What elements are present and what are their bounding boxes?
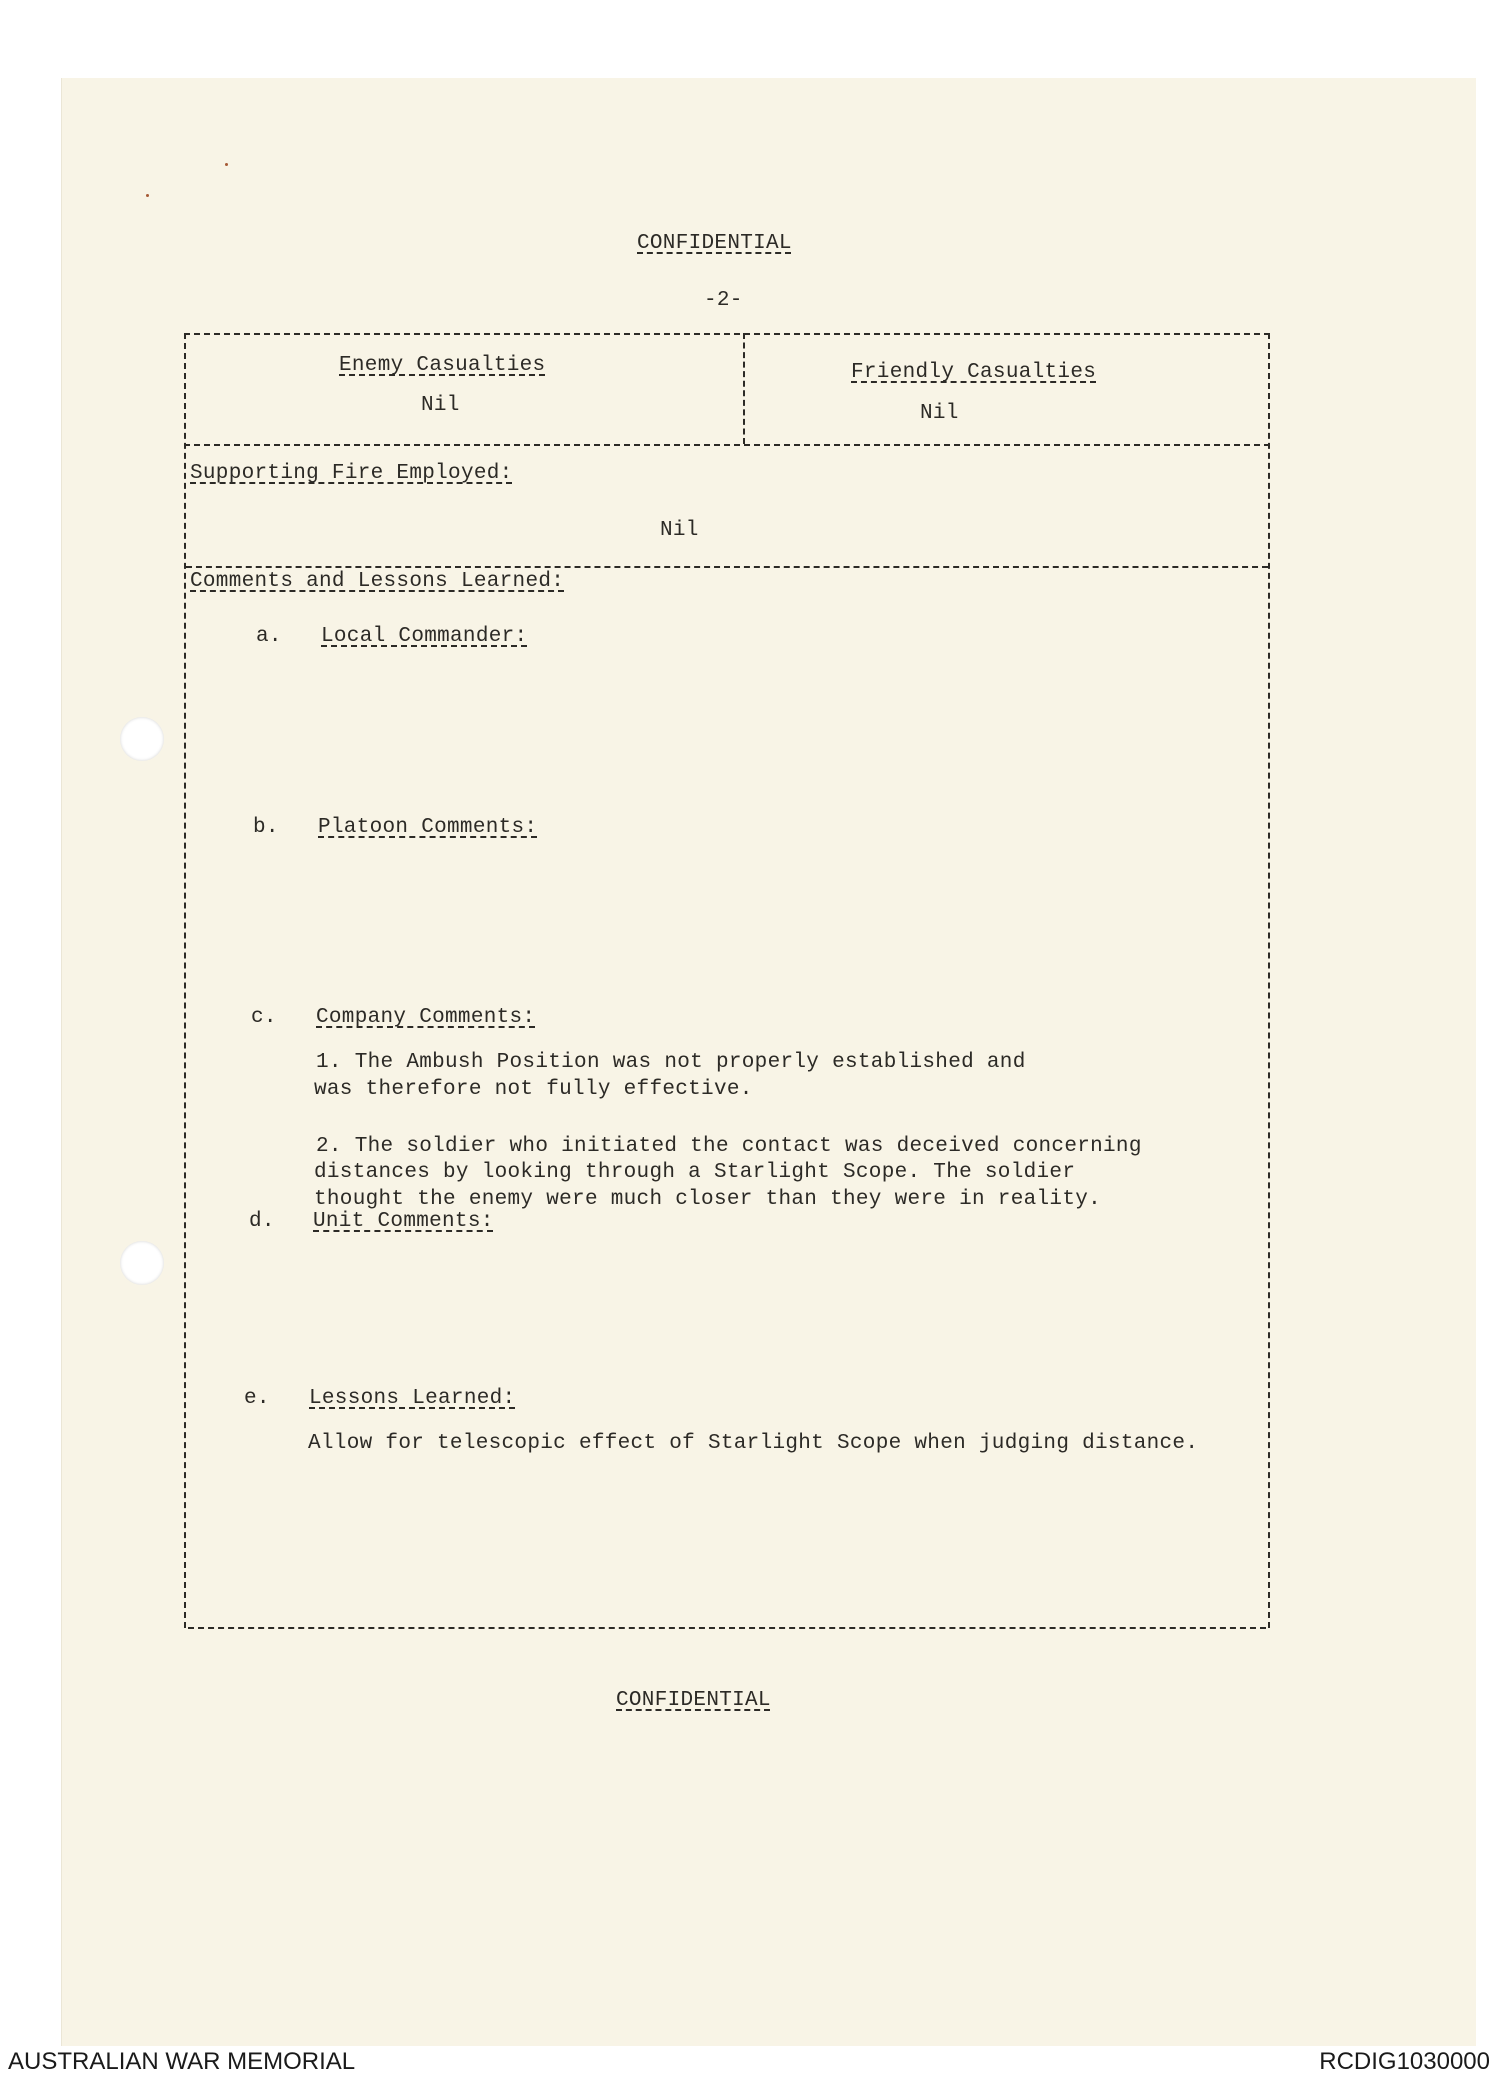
supporting-fire-bottom-border [186,566,1268,568]
paper-speck [225,163,228,166]
company-point-2-line-1: 2. The soldier who initiated the contact was deceived concerning [316,1135,1142,1158]
platoon-comments-label: Platoon Comments: [318,816,538,839]
table-top-border [184,333,1270,335]
supporting-fire-value: Nil [660,519,699,542]
lessons-learned-marker: e. [244,1387,270,1410]
comments-heading: Comments and Lessons Learned: [190,570,565,593]
archive-credit: AUSTRALIAN WAR MEMORIAL [8,2048,356,2075]
company-point-2-line-3: thought the enemy were much closer than they were in reality. [314,1188,1102,1211]
supporting-fire-label: Supporting Fire Employed: [190,462,513,485]
unit-comments-label: Unit Comments: [313,1210,494,1233]
company-comments-marker: c. [251,1006,277,1029]
company-comments-label: Company Comments: [316,1006,536,1029]
footer-classification: CONFIDENTIAL [616,1689,771,1712]
casualties-divider [743,333,745,444]
company-point-1-line-2: was therefore not fully effective. [314,1078,753,1101]
comments-bottom-border [188,1627,1266,1629]
table-left-border [184,333,186,1628]
company-point-2-line-2: distances by looking through a Starlight Scope. The soldier [314,1161,1076,1184]
enemy-casualties-label: Enemy Casualties [339,354,546,377]
casualties-bottom-border [184,444,1270,446]
unit-comments-marker: d. [249,1210,275,1233]
lessons-learned-text: Allow for telescopic effect of Starlight Scope when judging distance. [308,1432,1199,1455]
company-point-1-line-1: 1. The Ambush Position was not properly established and [316,1051,1026,1074]
punch-hole-bottom [120,1241,164,1285]
enemy-casualties-value: Nil [421,394,460,417]
local-commander-marker: a. [256,625,282,648]
punch-hole-top [120,717,164,761]
platoon-comments-marker: b. [253,816,279,839]
archive-id: RCDIG1030000 [1319,2048,1490,2075]
paper-speck [146,194,149,197]
lessons-learned-label: Lessons Learned: [309,1387,516,1410]
page-number: -2- [704,289,743,312]
table-right-border [1268,333,1270,1628]
friendly-casualties-label: Friendly Casualties [851,361,1097,384]
friendly-casualties-value: Nil [920,402,959,425]
local-commander-label: Local Commander: [321,625,528,648]
header-classification: CONFIDENTIAL [637,232,792,255]
